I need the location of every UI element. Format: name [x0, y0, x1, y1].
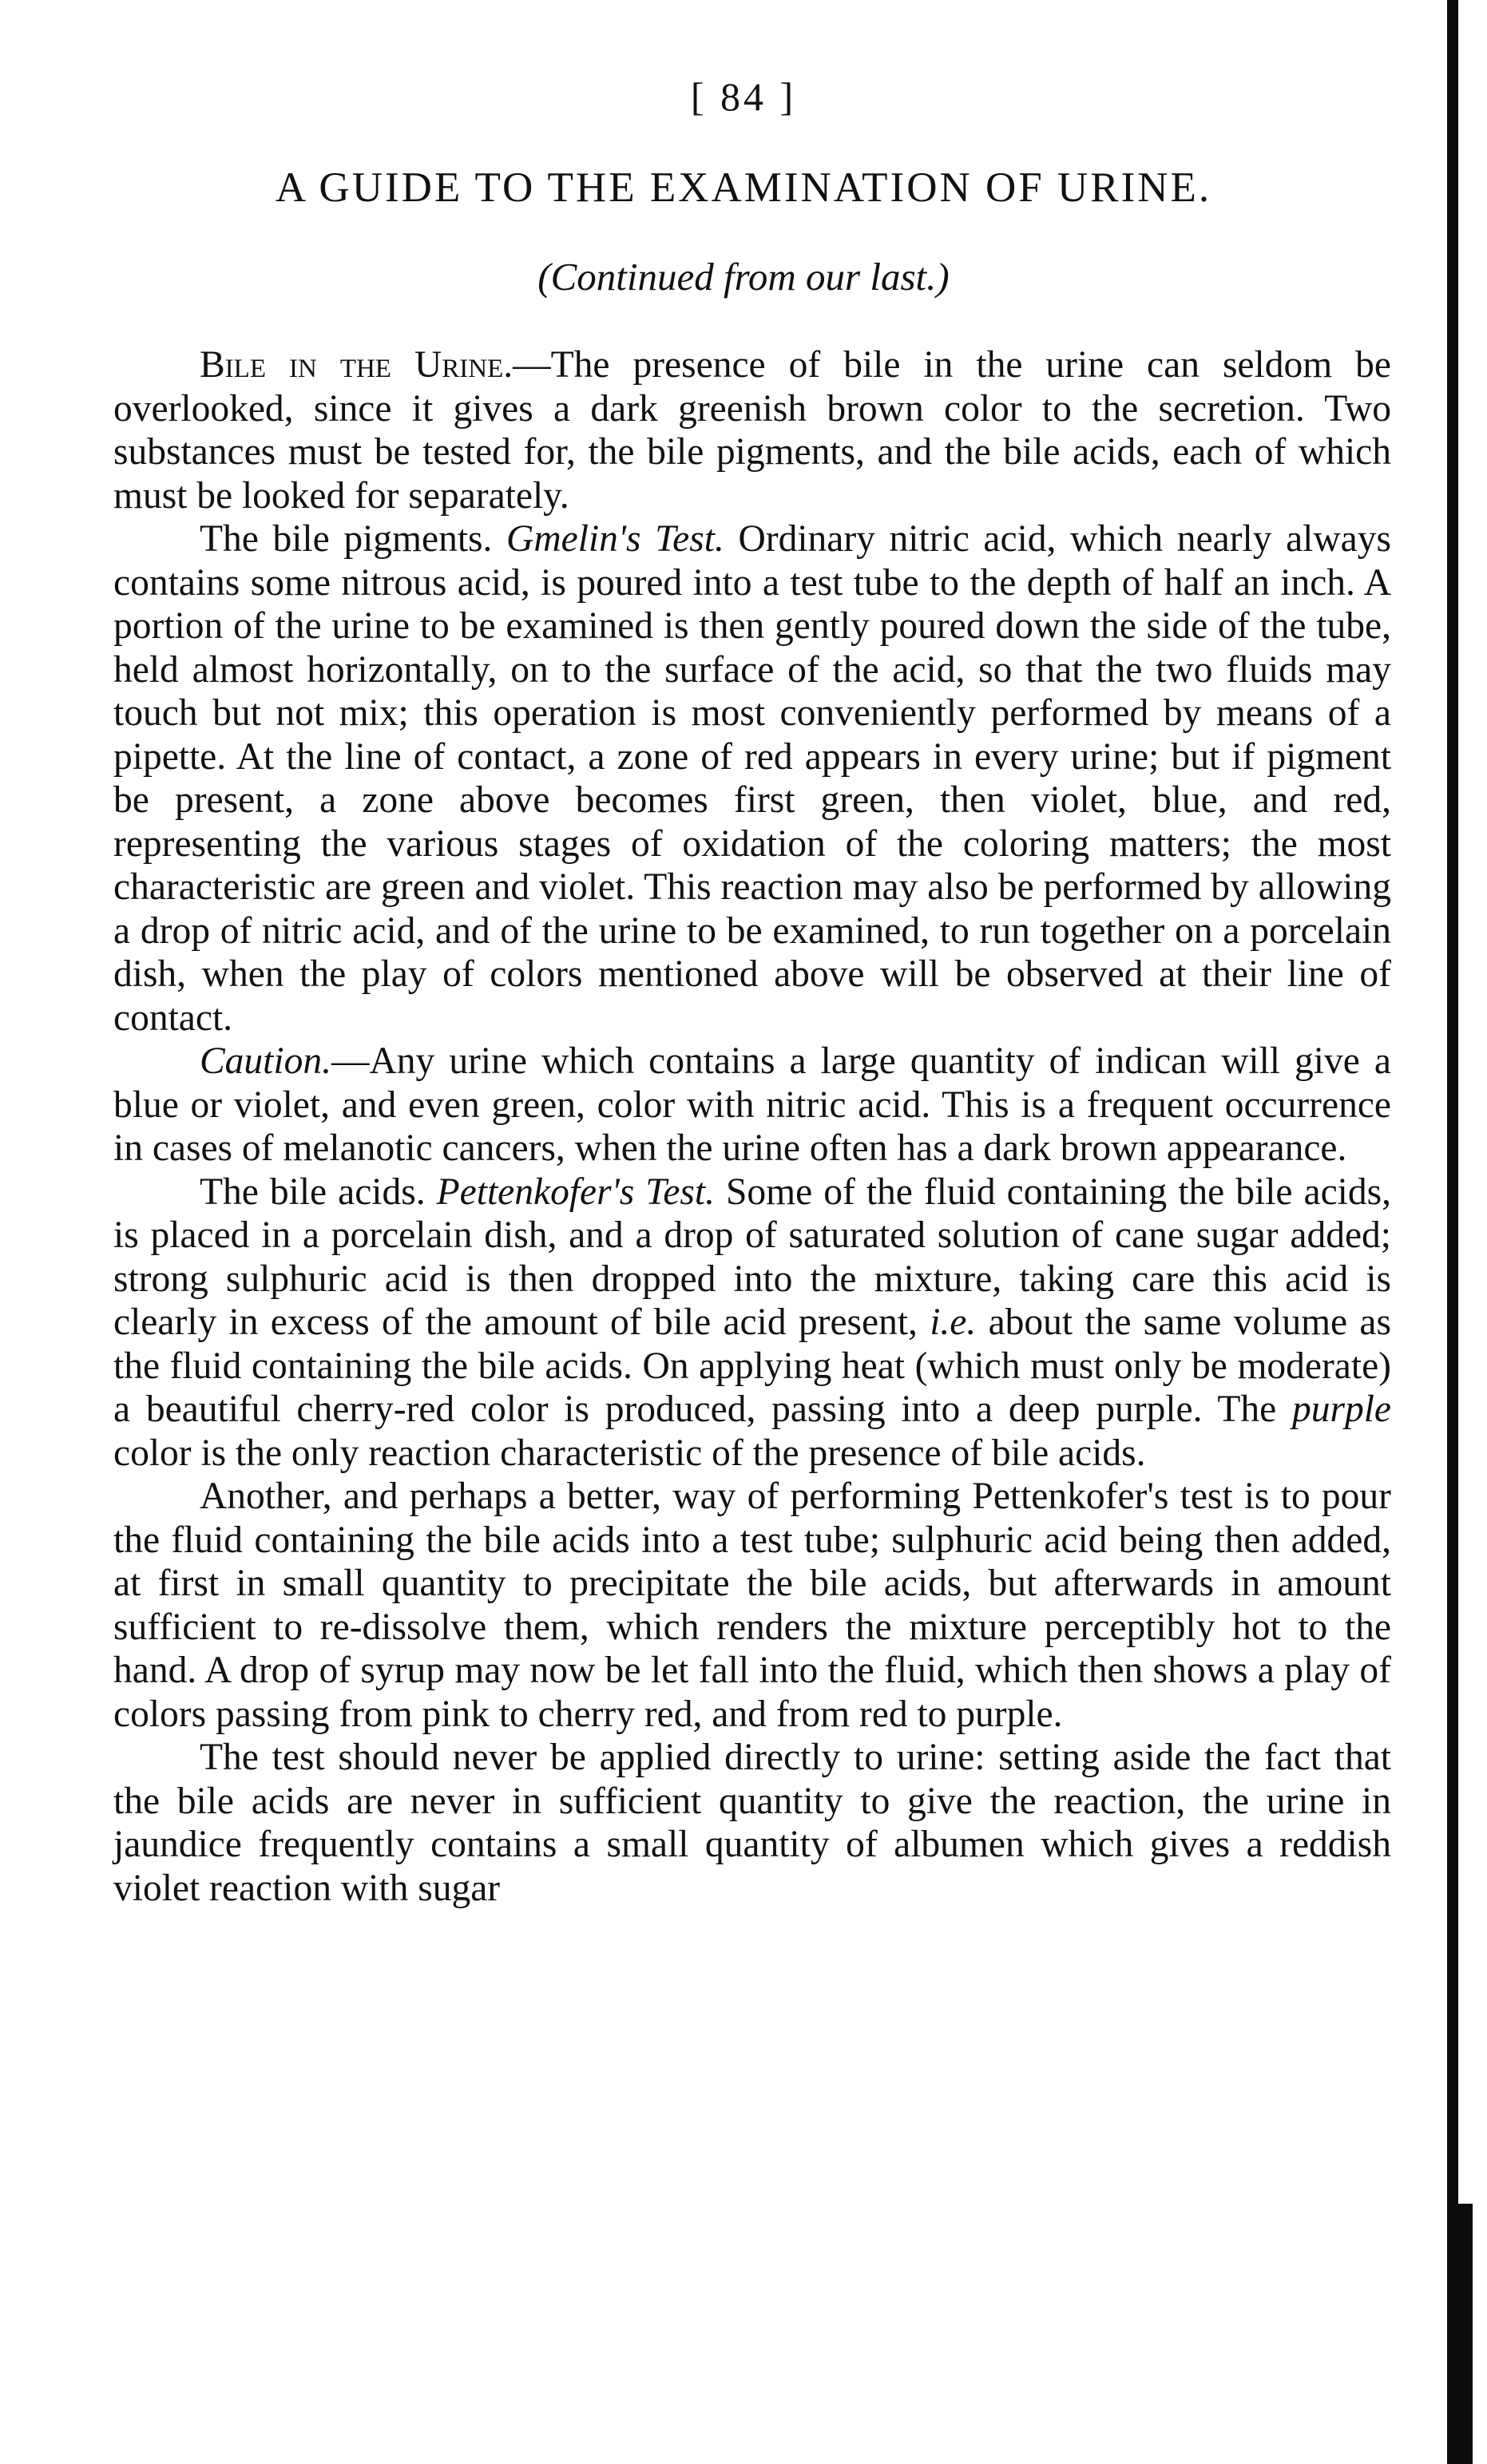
abbreviation-ie: i.e. — [930, 1301, 977, 1343]
paragraph-text: Ordinary nitric acid, which nearly always contains some nitrous acid, is poured into a test tube to the depth of half an inch. A portion of the urine to be examined is then gently poured down the side of the tube, held almost horizontally, on to the surface of the acid, so that the two fluids may touch but not mix; this operation is most conveniently performed by means of a pipette. At the line of contact, a zone of red appears in every urine; but if pigment be present, a zone above becomes first green, then violet, blue, and red, representing the various stages of oxidation of the coloring matters; the most characteristic are green and violet. This reaction may also be performed by allowing a drop of nitric acid, and of the urine to be examined, to run together on a porcelain dish, when the play of colors mentioned above will be observed at their line of contact. — [113, 518, 1391, 1039]
paragraph-text: Another, and perhaps a better, way of performing Pettenkofer's test is to pour the fluid containing the bile acids into a test tube; sulphuric acid being then added, at first in small quantity to precipitate the bile acids, but afterwards in amount sufficient to re-dissolve them, which renders the mixture perceptibly hot to the hand. A drop of syrup may now be let fall into the fluid, which then shows a play of colors passing from pink to cherry red, and from red to purple. — [113, 1476, 1391, 1735]
paragraph-alternative-method — [113, 1475, 1391, 1736]
caution-label: Caution. — [200, 1040, 331, 1082]
paragraph-lead: The bile pigments. — [200, 518, 507, 560]
paragraph-text: —The presence of bile in the urine can seldom be overlooked, since it gives a dark greenish brown color to the secretion. Two substances must be tested for, the bile pigments, and the bile acids, each of which must be looked for separately. — [113, 344, 1391, 517]
paragraph-text: about the same volume as the fluid containing the bile acids. On applying heat (which must only be moderate) a beautiful cherry-red color is produced, passing into a deep purple. The — [113, 1301, 1392, 1430]
paragraph-bile-acids — [113, 1171, 1391, 1476]
binding-edge-shadow — [1458, 2204, 1473, 2464]
paragraph-text: Some of the fluid containing the bile acids, is placed in a porcelain dish, and a drop of saturated solution of cane sugar added; strong sulphuric acid is then dropped into the mixture, taking care this acid is clearly in excess of the amount of bile acid present, — [113, 1171, 1391, 1343]
article-body — [113, 343, 1391, 1910]
paragraph-text: —Any urine which contains a large quantity of indican will give a blue or violet, and even green, color with nitric acid. This is a frequent occurrence in cases of melanotic cancers, when the urine often has a dark brown appearance. — [113, 1040, 1391, 1169]
paragraph-caution — [113, 1040, 1391, 1171]
test-name: Gmelin's Test. — [506, 518, 724, 560]
paragraph-text: color is the only reaction characteristic of the presence of bile acids. — [113, 1432, 1146, 1474]
paragraph-lead: The bile acids. — [200, 1171, 437, 1213]
test-name: Pettenkofer's Test. — [436, 1171, 715, 1213]
article-title: A GUIDE TO THE EXAMINATION OF URINE. — [275, 164, 1212, 211]
paragraph-text: The test should never be applied directly to urine: setting aside the fact that the bile acids are never in sufficient quantity to give the reaction, the urine in jaundice frequently contains a small quantity of albumen which gives a reddish violet reaction with sugar — [113, 1737, 1391, 1909]
paragraph-test-caution — [113, 1736, 1391, 1910]
emphasis-purple: purple — [1291, 1388, 1391, 1430]
paragraph-bile-pigments — [113, 517, 1391, 1040]
article-subtitle: (Continued from our last.) — [537, 255, 950, 299]
paragraph-bile-in-urine — [113, 343, 1391, 517]
binding-edge — [1447, 0, 1458, 2464]
page-number: [ 84 ] — [690, 74, 797, 119]
section-lead: Bile in the Urine. — [200, 344, 514, 386]
